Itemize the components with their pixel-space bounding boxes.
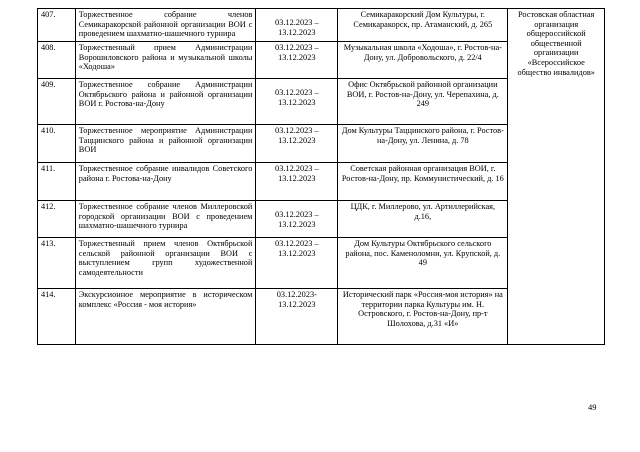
organizer-cell: Ростовская областная организация общероссийской общественной организации «Всероссийское общество инвалидов»: [508, 9, 605, 345]
event-date: 03.12.2023 – 13.12.2023: [256, 163, 338, 201]
event-place: Дом Культуры Октябрьского сельского района, пос. Каменоломни, ул. Крупской, д. 49: [338, 238, 508, 289]
row-number: 407.: [38, 9, 76, 42]
event-place: Музыкальная школа «Ходоша», г. Ростов-на-Дону, ул. Добровольского, д. 22/4: [338, 42, 508, 79]
event-name: Торжественное собрание членов Миллеровской городской организации ВОИ с проведением шахматно-шашечного турнира: [75, 201, 256, 238]
event-name: Торжественный прием Администрации Ворошиловского района и музыкальной школы «Ходоша»: [75, 42, 256, 79]
event-date: 03.12.2023 – 13.12.2023: [256, 201, 338, 238]
row-number: 409.: [38, 79, 76, 125]
event-place: Офис Октябрьской районной организации ВОИ, г. Ростов-на-Дону, ул. Черепахина, д. 249: [338, 79, 508, 125]
event-date: 03.12.2023 – 13.12.2023: [256, 79, 338, 125]
row-number: 410.: [38, 125, 76, 163]
table-row: [38, 9, 605, 42]
event-name: Торжественное собрание Администрации Октябрьского района и районной организации ВОИ г. Ростова-на-Дону: [75, 79, 256, 125]
event-date: 03.12.2023 – 13.12.2023: [256, 238, 338, 289]
row-number: 408.: [38, 42, 76, 79]
event-date: 03.12.2023- 13.12.2023: [256, 289, 338, 345]
row-number: 414.: [38, 289, 76, 345]
row-number: 412.: [38, 201, 76, 238]
event-place: ЦДК, г. Миллерово, ул. Артиллерийская, д.16,: [338, 201, 508, 238]
event-date: 03.12.2023 – 13.12.2023: [256, 9, 338, 42]
event-date: 03.12.2023 – 13.12.2023: [256, 42, 338, 79]
event-name: Торжественное мероприятие Администрации Таццинского района и районной организации ВОИ: [75, 125, 256, 163]
event-name: Торжественное собрание членов Семикаракорской районной организации ВОИ с проведением шахматно-шашечного турнира: [75, 9, 256, 42]
events-table: [37, 8, 605, 345]
event-name: Торжественный прием членов Октябрьской сельской районной организации ВОИ с выступлением групп художественной самодеятельности: [75, 238, 256, 289]
event-name: Торжественное собрание инвалидов Советского района г. Ростова-на-Дону: [75, 163, 256, 201]
row-number: 411.: [38, 163, 76, 201]
event-place: Дом Культуры Таццинского района, г. Ростов-на-Дону, ул. Ленина, д. 78: [338, 125, 508, 163]
event-place: Советская районная организация ВОИ, г. Ростов-на-Дону, пр. Коммунистический, д. 16: [338, 163, 508, 201]
event-name: Экскурсионное мероприятие в историческом комплекс «Россия - моя история»: [75, 289, 256, 345]
event-place: Исторический парк «Россия-моя история» на территории парка Культуры им. Н. Островского, г. Ростов-на-Дону, пр-т Шолохова, д.31 «И»: [338, 289, 508, 345]
row-number: 413.: [38, 238, 76, 289]
page-number: 49: [588, 402, 597, 412]
event-date: 03.12.2023 – 13.12.2023: [256, 125, 338, 163]
event-place: Семикаракорский Дом Культуры, г. Семикаракорск, пр. Атаманский, д. 265: [338, 9, 508, 42]
